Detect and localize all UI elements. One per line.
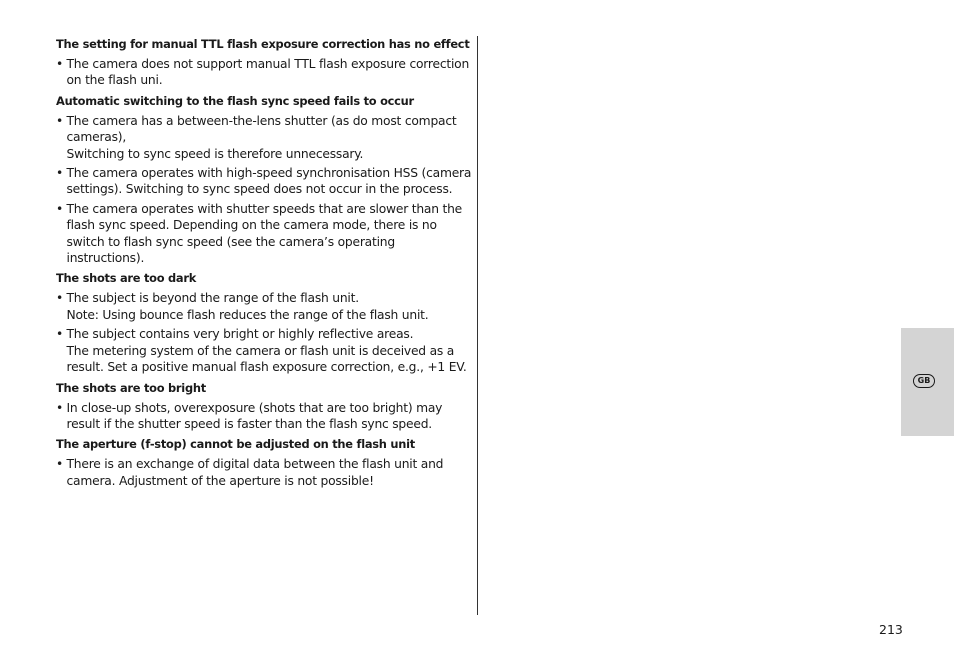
bullet-list — [56, 456, 474, 489]
item-note: The metering system of the camera or flash unit is deceived as a result. Set a positive manual flash exposure correction, e.g., +1 EV. — [66, 343, 467, 375]
list-item — [56, 326, 474, 375]
section-heading: The shots are too bright — [56, 380, 206, 395]
section-heading: Automatic switching to the flash sync speed fails to occur — [56, 93, 414, 108]
item-text: The camera operates with shutter speeds that are slower than the flash sync speed. Depending on the camera mode, there is no switch to flash sync speed (see the camera’s operating instructions). — [66, 201, 463, 266]
bullet-list — [56, 56, 474, 89]
list-item — [56, 113, 474, 162]
list-item — [56, 400, 474, 433]
list-item — [56, 201, 474, 267]
item-text: The camera does not support manual TTL flash exposure correction on the flash uni. — [66, 57, 470, 88]
item-note: Note: Using bounce flash reduces the range of the flash unit. — [66, 307, 429, 322]
section-heading: The setting for manual TTL flash exposure correction has no effect — [56, 37, 470, 51]
column-divider — [477, 36, 478, 615]
bullet-icon: • — [56, 400, 64, 415]
item-text: The subject is beyond the range of the flash unit. — [66, 291, 359, 306]
bullet-icon: • — [56, 166, 64, 181]
item-text: The subject contains very bright or highly reflective areas. — [66, 327, 414, 342]
bullet-icon: • — [56, 201, 64, 216]
item-text: In close-up shots, overexposure (shots that are too bright) may result if the shutter speed is faster than the flash sync speed. — [66, 400, 443, 431]
bullet-list — [56, 400, 474, 433]
bullet-list — [56, 113, 474, 267]
item-text: The camera has a between-the-lens shutter (as do most compact cameras), — [66, 113, 457, 145]
bullet-icon: • — [56, 457, 64, 472]
bullet-icon: • — [56, 113, 64, 128]
list-item — [56, 165, 474, 198]
bullet-icon: • — [56, 291, 64, 306]
bullet-icon: • — [56, 57, 64, 71]
page-number: 213 — [879, 622, 903, 637]
list-item — [56, 56, 474, 89]
bullet-list — [56, 290, 474, 375]
bullet-icon: • — [56, 327, 64, 342]
section-heading: The shots are too dark — [56, 271, 197, 286]
item-text: The camera operates with high-speed synchronisation HSS (camera settings). Switching to sync speed does not occur in the process. — [66, 166, 472, 197]
list-item — [56, 456, 474, 489]
language-tab — [901, 328, 954, 436]
item-note: Switching to sync speed is therefore unnecessary. — [66, 146, 364, 161]
item-text: There is an exchange of digital data between the flash unit and camera. Adjustment of the aperture is not possible! — [66, 457, 444, 488]
list-item — [56, 290, 474, 323]
troubleshooting-column — [56, 36, 474, 493]
section-heading: The aperture (f-stop) cannot be adjusted on the flash unit — [56, 437, 415, 452]
language-badge: GB — [913, 374, 935, 388]
